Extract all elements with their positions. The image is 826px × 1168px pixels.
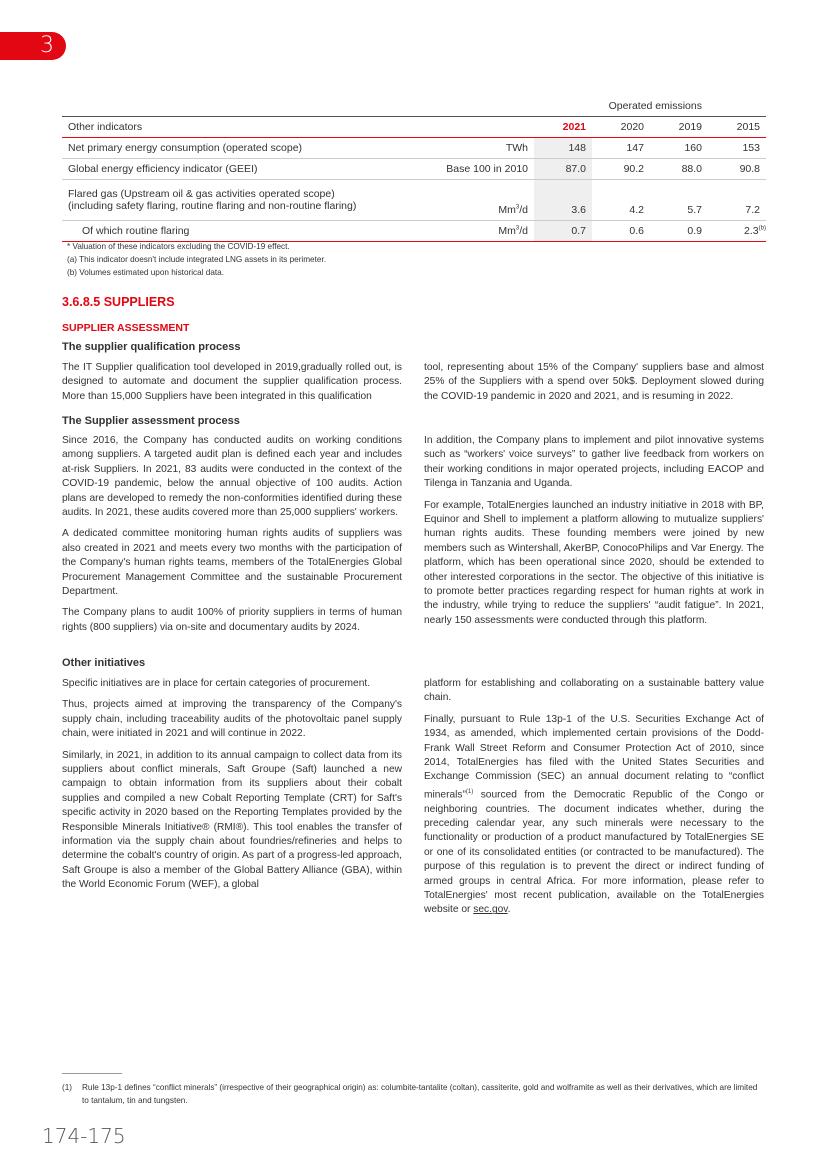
row-value [708, 221, 766, 242]
initiatives-right-column [424, 677, 764, 925]
row-label: Global energy efficiency indicator (GEEI) [62, 159, 422, 180]
row-value: 147 [592, 138, 650, 159]
row-value: 87.0 [534, 159, 592, 180]
table-header-year: 2019 [650, 117, 708, 138]
table-note: (b) Volumes estimated upon historical data. [67, 268, 225, 277]
process-right-column [424, 434, 764, 635]
paragraph-text: sourced from the Democratic Republic of the Congo or neighboring countries. The document indicates whether, during the preceding calendar year, any such minerals were necessary to the functionality or production of a product manufactured by TotalEnergies SE or one of its consolidated entities (or contracted to be manufactured). The purpose of this regulation is to prevent the direct or indirect funding of armed groups in central Africa. For more information, please refer to TotalEnergies' most recent publication, available on the TotalEnergies website or [424, 789, 764, 916]
row-value-text: 2.3 [744, 225, 759, 237]
unit-base: Mm [498, 225, 516, 237]
table-notes [67, 240, 326, 279]
table-row [62, 138, 766, 159]
paragraph: Specific initiatives are in place for certain categories of procurement. [62, 678, 371, 689]
unit-base: Mm [498, 204, 516, 216]
chapter-tab: 3 [0, 32, 66, 60]
paragraph: In addition, the Company plans to implement and pilot innovative systems such as “workers' voice surveys” to gather live feedback from workers on their working conditions in major operated projects, including EACOP and Tilenga in Tanzania and Uganda. [424, 435, 764, 490]
row-value: 160 [650, 138, 708, 159]
paragraph: The IT Supplier qualification tool developed in 2019,gradually rolled out, is designed to automate and document the supplier qualification process. More than 15,000 Suppliers have been integrated in this qualification [62, 362, 402, 402]
qualification-right-column [424, 361, 764, 411]
row-value-note: (b) [758, 225, 766, 232]
supplier-assessment-heading: SUPPLIER ASSESSMENT [62, 322, 190, 334]
paragraph: Thus, projects aimed at improving the transparency of the Company's supply chain, including traceability audits of the photovoltaic panel supply chain, were initiated in 2021 and will continue in 2022. [62, 699, 402, 740]
footnote-ref: (1) [465, 788, 474, 795]
table-header-year: 2015 [708, 117, 766, 138]
row-value: 3.6 [534, 180, 592, 221]
footnote-text: Rule 13p-1 defines “conflict minerals” (irrespective of their geographical origin) as: columbite-tantalite (coltan), cassiterite, gold and wolframite as well as their derivatives, which are limited to tantalum, tin and tungsten. [82, 1083, 758, 1105]
footnote-divider [62, 1073, 122, 1074]
unit-sup: 3 [515, 225, 520, 232]
other-initiatives-heading: Other initiatives [62, 657, 146, 669]
paragraph: tool, representing about 15% of the Company' suppliers base and almost 25% of the Suppliers with a spend over 50k$. Deployment slowed during the COVID-19 pandemic in 2020 and 2021, and is resuming in 2022. [424, 362, 764, 402]
row-value: 4.2 [592, 180, 650, 221]
row-value: 0.9 [650, 221, 708, 242]
row-value: 7.2 [708, 180, 766, 221]
table-super-header: Operated emissions [608, 100, 702, 112]
table-header-year: 2020 [592, 117, 650, 138]
unit-sup: 3 [515, 204, 520, 211]
table-note: * Valuation of these indicators excluding the COVID-19 effect. [67, 242, 290, 251]
row-value: 88.0 [650, 159, 708, 180]
row-value: 90.2 [592, 159, 650, 180]
paragraph: Since 2016, the Company has conducted audits on working conditions among suppliers. A targeted audit plan is defined each year and includes at-risk Suppliers. In 2021, 83 audits were conducted in the context of the COVID-19 pandemic, below the annual objective of 100 audits. Action plans are developed to remedy the non-conformities identified during these audits. In 2021, these audits covered more than 25,000 suppliers' workers. [62, 435, 402, 519]
table-row [62, 221, 766, 242]
row-value: 153 [708, 138, 766, 159]
row-label: Of which routine flaring [62, 221, 422, 242]
row-value: 148 [534, 138, 592, 159]
paragraph-text: . [507, 904, 511, 916]
row-label-line: (including safety flaring, routine flaring and non-routine flaring) [68, 200, 357, 212]
page-number: 174-175 [42, 1124, 126, 1148]
table-row [62, 159, 766, 180]
table-header-label: Other indicators [62, 117, 422, 138]
footnote [62, 1082, 766, 1107]
row-value: 0.7 [534, 221, 592, 242]
initiatives-left-column [62, 677, 402, 900]
paragraph: platform for establishing and collaborating on a sustainable battery value chain. [424, 678, 764, 704]
indicators-table [62, 116, 766, 242]
table-row [62, 180, 766, 221]
paragraph: The Company plans to audit 100% of priority suppliers in terms of human rights (800 suppliers) via on-site and documentary audits by 2024. [62, 607, 402, 633]
paragraph [424, 713, 764, 918]
paragraph: For example, TotalEnergies launched an industry initiative in 2018 with BP, Equinor and Shell to implement a platform allowing to mutualize suppliers' human rights audits. These founding members were joined by new members such as Wintershall, AkerBP, ConocoPhilips and Var Energy. The platform, which has been operational since 2020, should be extended to other interested corporations in the sector. The objective of this initiative is to promote better practices regarding respect for human rights at work in the industry, while trying to reduce the suppliers' “audit fatigue”. In 2021, nearly 150 assessments were conducted through this platform. [424, 499, 764, 626]
row-value: 0.6 [592, 221, 650, 242]
table-note: (a) This indicator doesn't include integrated LNG assets in its perimeter. [67, 255, 326, 264]
row-value: 90.8 [708, 159, 766, 180]
row-label [62, 180, 422, 221]
process-left-column [62, 434, 402, 642]
footnote-marker: (1) [62, 1083, 73, 1092]
section-title: 3.6.8.5 SUPPLIERS [62, 295, 175, 309]
row-label: Net primary energy consumption (operated scope) [62, 138, 422, 159]
unit-tail: /d [519, 204, 528, 216]
qualification-heading: The supplier qualification process [62, 341, 241, 353]
assessment-process-heading: The Supplier assessment process [62, 415, 240, 427]
row-label-line: Flared gas (Upstream oil & gas activities operated scope) [68, 188, 335, 200]
row-unit [422, 180, 534, 221]
indicators-table-block [62, 96, 766, 242]
row-unit: TWh [422, 138, 534, 159]
paragraph-text: Finally, pursuant to Rule 13p-1 of the U.S. Securities Exchange Act of 1934, as amended, which implemented certain provisions of the Dodd-Frank Wall Street Reform and Consumer Protection Act of 2010, since 2014, TotalEnergies has filed with the United States Securities and Exchange Commission (SEC) an annual document relating to “conflict minerals” [424, 713, 764, 801]
row-unit [422, 221, 534, 242]
paragraph: Similarly, in 2021, in addition to its annual campaign to collect data from its suppliers about conflict minerals, Saft Groupe (Saft) launched a new campaign to obtain information from its suppliers about their cobalt supplies and compiled a new Cobalt Reporting Template (CRT) for Saft's specific activity in 2020 based on the Reporting Templates provided by the Responsible Minerals Initiative® (RMI®). This tool enables the transfer of information via the supply chain about foundries/refineries and helps to determine the cobalt's country of origin. As part of a progress-led approach, Saft Groupe is also a member of the Global Battery Alliance (GBA), within the World Economic Forum (WEF), a global [62, 749, 402, 891]
qualification-left-column [62, 361, 402, 411]
table-header-unit [422, 117, 534, 138]
table-header-year: 2021 [534, 117, 592, 138]
row-value: 5.7 [650, 180, 708, 221]
sec-gov-link[interactable]: sec.gov [473, 904, 508, 916]
paragraph: A dedicated committee monitoring human rights audits of suppliers was also created in 2021 and meets every two months with the participation of the Company's human rights teams, members of the TotalEnergies Global Procurement Management Committee and the sustainable Procurement Department. [62, 528, 402, 598]
unit-tail: /d [519, 225, 528, 237]
row-unit: Base 100 in 2010 [422, 159, 534, 180]
